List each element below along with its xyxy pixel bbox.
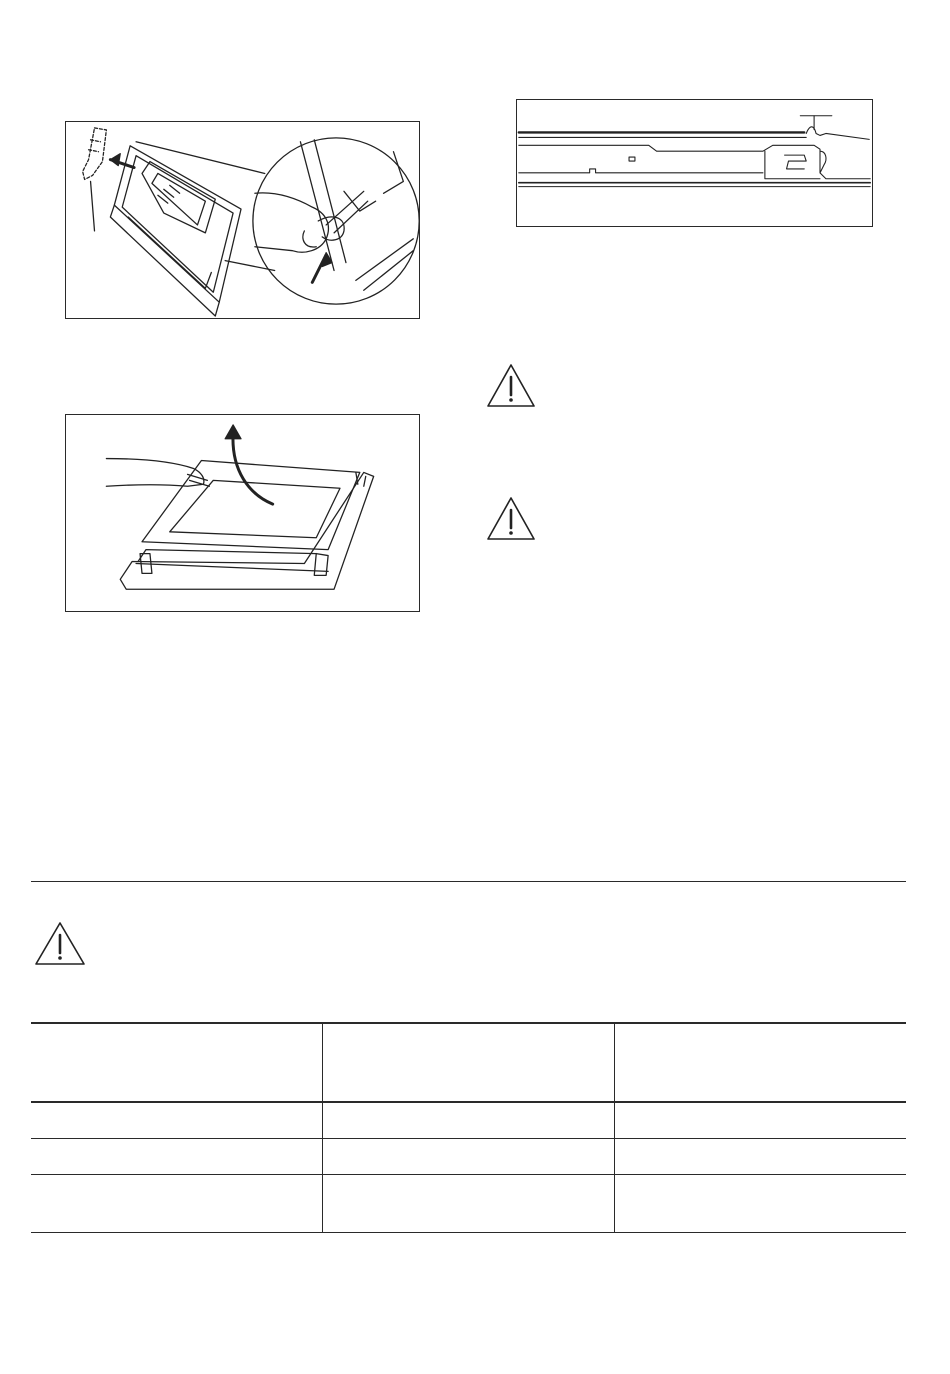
table-cell xyxy=(31,1174,323,1232)
table-cell xyxy=(323,1174,615,1232)
table-header-cell xyxy=(323,1023,615,1102)
leader-line xyxy=(91,181,95,230)
data-table xyxy=(31,1022,906,1233)
glass-panel-illustration xyxy=(65,414,420,612)
table-cell xyxy=(614,1138,906,1174)
table-cell xyxy=(31,1138,323,1174)
table-header-row xyxy=(31,1023,906,1102)
table-cell xyxy=(31,1102,323,1138)
section-divider xyxy=(31,881,906,882)
clip-outline xyxy=(83,128,107,179)
door-clip-illustration xyxy=(65,121,420,319)
table-cell xyxy=(323,1138,615,1174)
warning-triangle-icon xyxy=(486,496,536,542)
table-cell xyxy=(614,1174,906,1232)
table-header-cell xyxy=(31,1023,323,1102)
warning-triangle-icon xyxy=(34,921,86,967)
warning-triangle-icon xyxy=(486,363,536,409)
table-row xyxy=(31,1102,906,1138)
door-profile-illustration xyxy=(516,99,873,227)
table-cell xyxy=(614,1102,906,1138)
table-cell xyxy=(323,1102,615,1138)
table-row xyxy=(31,1174,906,1232)
table-row xyxy=(31,1138,906,1174)
table-header-cell xyxy=(614,1023,906,1102)
